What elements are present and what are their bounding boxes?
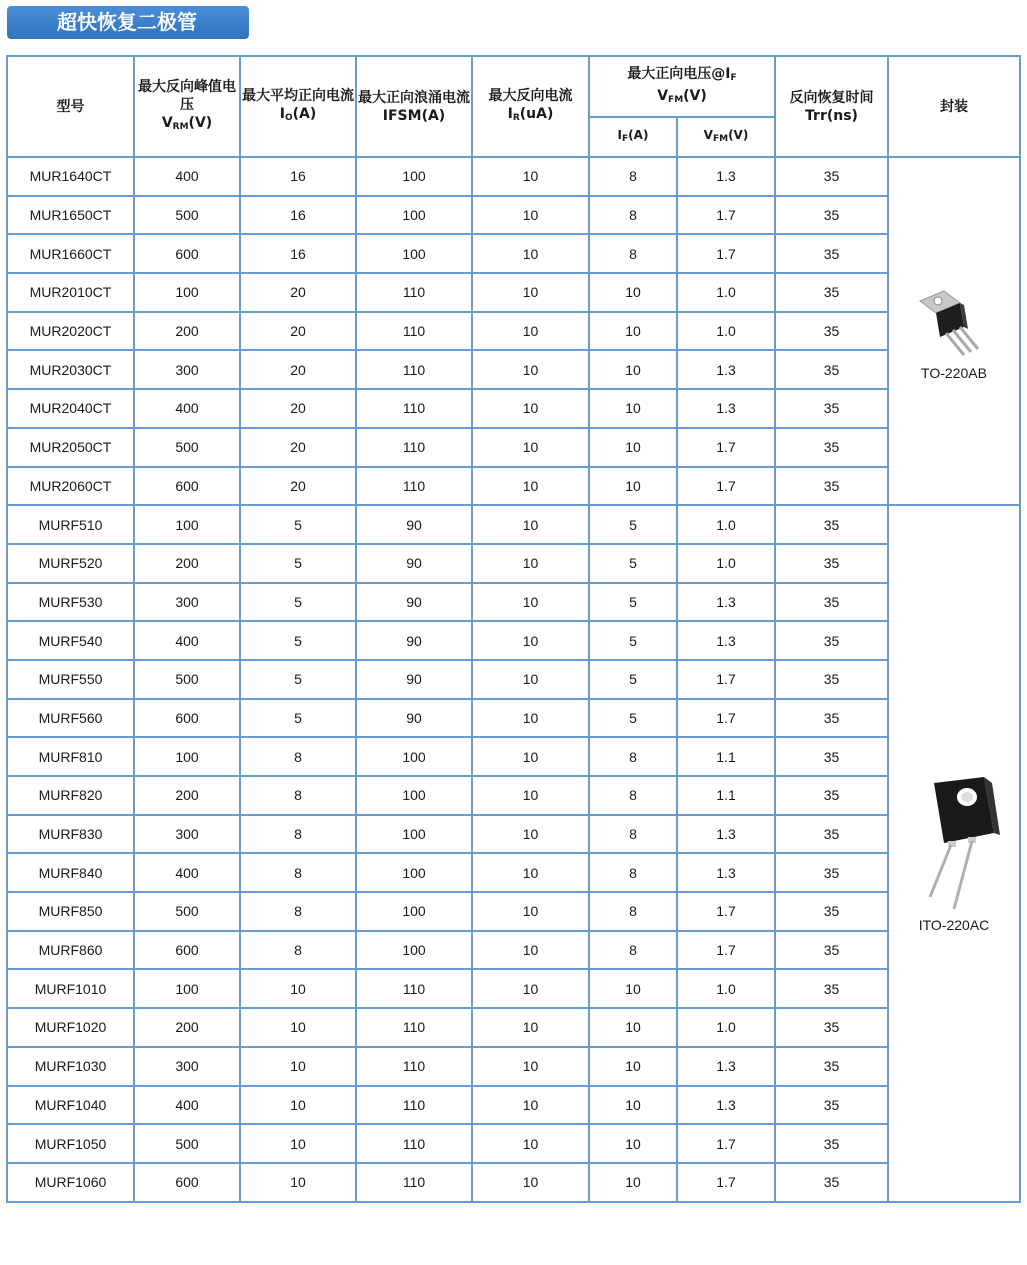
cell-ifsm: 100: [356, 815, 472, 854]
cell-trr: 35: [775, 157, 888, 196]
cell-ir: 10: [472, 931, 589, 970]
header-vfm-column: $V_{FM}(V)$: [677, 117, 775, 157]
cell-ir: 10: [472, 389, 589, 428]
cell-model: MURF510: [7, 505, 134, 544]
cell-vrm: 300: [134, 583, 240, 622]
cell-model: MURF1030: [7, 1047, 134, 1086]
header-model: 型号: [7, 56, 134, 157]
cell-trr: 35: [775, 428, 888, 467]
cell-io: 16: [240, 196, 356, 235]
cell-trr: 35: [775, 1163, 888, 1202]
cell-if: 10: [589, 1124, 677, 1163]
cell-io: 10: [240, 1163, 356, 1202]
cell-trr: 35: [775, 583, 888, 622]
cell-vrm: 200: [134, 544, 240, 583]
cell-ifsm: 100: [356, 853, 472, 892]
cell-ifsm: 110: [356, 389, 472, 428]
cell-trr: 35: [775, 969, 888, 1008]
cell-ifsm: 90: [356, 505, 472, 544]
cell-io: 5: [240, 544, 356, 583]
cell-model: MUR2030CT: [7, 350, 134, 389]
header-vrm-title: 最大反向峰值电压: [138, 78, 236, 113]
cell-trr: 35: [775, 660, 888, 699]
cell-model: MURF1040: [7, 1086, 134, 1125]
header-io-title: 最大平均正向电流: [242, 87, 354, 104]
cell-vfm: 1.1: [677, 776, 775, 815]
cell-ifsm: 110: [356, 1047, 472, 1086]
cell-trr: 35: [775, 467, 888, 506]
cell-io: 10: [240, 969, 356, 1008]
cell-if: 10: [589, 428, 677, 467]
cell-ir: 10: [472, 892, 589, 931]
cell-ifsm: 100: [356, 737, 472, 776]
cell-vfm: 1.7: [677, 660, 775, 699]
cell-if: 10: [589, 1047, 677, 1086]
cell-if: 5: [589, 505, 677, 544]
cell-trr: 35: [775, 776, 888, 815]
cell-model: MURF1060: [7, 1163, 134, 1202]
cell-vfm: 1.3: [677, 350, 775, 389]
cell-ifsm: 100: [356, 157, 472, 196]
cell-if: 8: [589, 737, 677, 776]
cell-vrm: 200: [134, 1008, 240, 1047]
table-row: [7, 776, 1020, 815]
cell-ir: 10: [472, 621, 589, 660]
cell-trr: 35: [775, 1086, 888, 1125]
cell-ifsm: 110: [356, 1086, 472, 1125]
cell-io: 8: [240, 776, 356, 815]
to-220ab-package-icon: [914, 281, 994, 361]
header-ifsm: [356, 56, 472, 157]
cell-ir: 10: [472, 815, 589, 854]
cell-ifsm: 90: [356, 583, 472, 622]
cell-model: MUR2040CT: [7, 389, 134, 428]
table-row: [7, 969, 1020, 1008]
cell-ir: 10: [472, 737, 589, 776]
cell-model: MURF530: [7, 583, 134, 622]
cell-vfm: 1.0: [677, 312, 775, 351]
cell-vfm: 1.0: [677, 273, 775, 312]
table-row: [7, 1124, 1020, 1163]
cell-if: 10: [589, 312, 677, 351]
header-ir-symbol: $I_R(uA)$: [507, 105, 554, 123]
cell-ir: 10: [472, 467, 589, 506]
cell-if: 10: [589, 1163, 677, 1202]
table-row: [7, 931, 1020, 970]
header-ir-title: 最大反向电流: [488, 87, 573, 104]
cell-ir: 10: [472, 196, 589, 235]
cell-io: 20: [240, 428, 356, 467]
cell-vrm: 500: [134, 196, 240, 235]
cell-ifsm: 110: [356, 1163, 472, 1202]
cell-model: MUR2020CT: [7, 312, 134, 351]
cell-if: 8: [589, 853, 677, 892]
cell-vrm: 600: [134, 467, 240, 506]
cell-trr: 35: [775, 389, 888, 428]
header-ifsm-title: 最大正向浪涌电流: [358, 89, 470, 106]
cell-vrm: 400: [134, 157, 240, 196]
cell-model: MURF860: [7, 931, 134, 970]
cell-io: 5: [240, 505, 356, 544]
cell-trr: 35: [775, 853, 888, 892]
header-trr: [775, 56, 888, 157]
table-row: [7, 544, 1020, 583]
cell-ir: 10: [472, 1047, 589, 1086]
cell-trr: 35: [775, 621, 888, 660]
cell-trr: 35: [775, 234, 888, 273]
cell-ir: 10: [472, 428, 589, 467]
cell-vrm: 100: [134, 969, 240, 1008]
cell-io: 20: [240, 273, 356, 312]
cell-vrm: 600: [134, 234, 240, 273]
cell-ifsm: 90: [356, 660, 472, 699]
table-row: [7, 428, 1020, 467]
cell-if: 8: [589, 892, 677, 931]
cell-vrm: 600: [134, 931, 240, 970]
cell-vfm: 1.3: [677, 621, 775, 660]
table-row: [7, 505, 1020, 544]
cell-io: 20: [240, 389, 356, 428]
cell-vfm: 1.0: [677, 544, 775, 583]
cell-vfm: 1.0: [677, 505, 775, 544]
table-row: [7, 389, 1020, 428]
cell-trr: 35: [775, 350, 888, 389]
cell-if: 8: [589, 196, 677, 235]
cell-ir: 10: [472, 312, 589, 351]
cell-if: 5: [589, 544, 677, 583]
cell-if: 8: [589, 157, 677, 196]
table-row: [7, 583, 1020, 622]
cell-if: 8: [589, 776, 677, 815]
package-label: TO-220AB: [921, 365, 987, 382]
cell-ifsm: 110: [356, 273, 472, 312]
cell-ifsm: 90: [356, 544, 472, 583]
table-row: [7, 1008, 1020, 1047]
cell-vrm: 400: [134, 621, 240, 660]
cell-vrm: 400: [134, 853, 240, 892]
cell-model: MURF820: [7, 776, 134, 815]
cell-model: MURF520: [7, 544, 134, 583]
cell-ifsm: 100: [356, 196, 472, 235]
cell-model: MURF1020: [7, 1008, 134, 1047]
table-row: [7, 234, 1020, 273]
cell-vfm: 1.7: [677, 1163, 775, 1202]
cell-if: 10: [589, 1086, 677, 1125]
cell-vrm: 300: [134, 815, 240, 854]
cell-vrm: 500: [134, 428, 240, 467]
cell-model: MUR1640CT: [7, 157, 134, 196]
cell-model: MUR1660CT: [7, 234, 134, 273]
cell-trr: 35: [775, 544, 888, 583]
cell-ir: 10: [472, 969, 589, 1008]
cell-io: 20: [240, 312, 356, 351]
table-row: [7, 273, 1020, 312]
cell-model: MURF830: [7, 815, 134, 854]
cell-model: MURF1050: [7, 1124, 134, 1163]
cell-trr: 35: [775, 312, 888, 351]
cell-ir: 10: [472, 544, 589, 583]
header-ifsm-symbol: IFSM(A): [382, 107, 446, 124]
header-io-symbol: $I_O(A)$: [279, 105, 317, 123]
table-row: [7, 1086, 1020, 1125]
cell-ifsm: 90: [356, 621, 472, 660]
cell-vrm: 600: [134, 699, 240, 738]
cell-model: MURF810: [7, 737, 134, 776]
cell-ir: 10: [472, 1086, 589, 1125]
cell-ifsm: 100: [356, 892, 472, 931]
cell-ir: 10: [472, 350, 589, 389]
cell-vfm: 1.0: [677, 1008, 775, 1047]
table-row: [7, 467, 1020, 506]
cell-ir: 10: [472, 157, 589, 196]
cell-trr: 35: [775, 931, 888, 970]
header-vrm-symbol: $V_{RM}(V)$: [161, 114, 213, 132]
table-row: [7, 1047, 1020, 1086]
cell-ifsm: 90: [356, 699, 472, 738]
cell-vrm: 300: [134, 1047, 240, 1086]
table-row: [7, 621, 1020, 660]
cell-model: MURF1010: [7, 969, 134, 1008]
cell-vrm: 500: [134, 1124, 240, 1163]
cell-trr: 35: [775, 1047, 888, 1086]
cell-vrm: 100: [134, 273, 240, 312]
cell-vfm: 1.3: [677, 815, 775, 854]
cell-ir: 10: [472, 776, 589, 815]
cell-if: 10: [589, 350, 677, 389]
cell-if: 10: [589, 467, 677, 506]
cell-ifsm: 100: [356, 234, 472, 273]
cell-vfm: 1.7: [677, 931, 775, 970]
header-if-column: $I_F(A)$: [589, 117, 677, 157]
cell-vfm: 1.3: [677, 853, 775, 892]
cell-if: 8: [589, 815, 677, 854]
cell-io: 16: [240, 157, 356, 196]
cell-ir: 10: [472, 1124, 589, 1163]
cell-vrm: 200: [134, 312, 240, 351]
table-row: [7, 853, 1020, 892]
cell-model: MURF840: [7, 853, 134, 892]
cell-vfm: 1.7: [677, 428, 775, 467]
cell-ir: 10: [472, 234, 589, 273]
cell-model: MURF550: [7, 660, 134, 699]
cell-ifsm: 110: [356, 350, 472, 389]
cell-vrm: 300: [134, 350, 240, 389]
cell-ifsm: 110: [356, 467, 472, 506]
cell-trr: 35: [775, 815, 888, 854]
cell-vrm: 600: [134, 1163, 240, 1202]
header-trr-title: 反向恢复时间: [789, 89, 874, 106]
package-label: ITO-220AC: [918, 917, 990, 934]
cell-vfm: 1.7: [677, 1124, 775, 1163]
cell-io: 5: [240, 583, 356, 622]
cell-vrm: 500: [134, 892, 240, 931]
cell-ifsm: 110: [356, 1008, 472, 1047]
cell-trr: 35: [775, 273, 888, 312]
table-row: [7, 196, 1020, 235]
cell-trr: 35: [775, 699, 888, 738]
table-row: [7, 660, 1020, 699]
cell-io: 8: [240, 892, 356, 931]
cell-io: 8: [240, 815, 356, 854]
cell-vrm: 100: [134, 505, 240, 544]
cell-if: 5: [589, 660, 677, 699]
cell-vrm: 200: [134, 776, 240, 815]
cell-if: 5: [589, 699, 677, 738]
header-vf-symbol: $V_{FM}(V)$: [657, 87, 707, 105]
cell-vfm: 1.7: [677, 699, 775, 738]
cell-vfm: 1.3: [677, 1047, 775, 1086]
table-row: [7, 312, 1020, 351]
table-row: [7, 737, 1020, 776]
cell-model: MUR1650CT: [7, 196, 134, 235]
cell-ifsm: 110: [356, 969, 472, 1008]
table-row: [7, 815, 1020, 854]
cell-vrm: 400: [134, 389, 240, 428]
cell-ifsm: 110: [356, 312, 472, 351]
cell-ir: 10: [472, 1008, 589, 1047]
cell-ifsm: 110: [356, 428, 472, 467]
cell-vfm: 1.7: [677, 467, 775, 506]
cell-io: 10: [240, 1124, 356, 1163]
cell-vfm: 1.3: [677, 389, 775, 428]
cell-vfm: 1.3: [677, 583, 775, 622]
header-ir: [472, 56, 589, 157]
cell-io: 8: [240, 931, 356, 970]
table-row: [7, 699, 1020, 738]
header-vf-group: [589, 56, 775, 117]
cell-ir: 10: [472, 1163, 589, 1202]
cell-ir: 10: [472, 583, 589, 622]
cell-model: MURF560: [7, 699, 134, 738]
cell-vfm: 1.7: [677, 892, 775, 931]
cell-vfm: 1.7: [677, 234, 775, 273]
cell-trr: 35: [775, 196, 888, 235]
cell-io: 8: [240, 853, 356, 892]
cell-io: 20: [240, 467, 356, 506]
cell-trr: 35: [775, 737, 888, 776]
cell-ir: 10: [472, 699, 589, 738]
header-vrm: [134, 56, 240, 157]
cell-if: 5: [589, 583, 677, 622]
cell-io: 5: [240, 621, 356, 660]
cell-ifsm: 100: [356, 931, 472, 970]
section-title: 超快恢复二极管: [7, 6, 249, 39]
package-cell: [888, 157, 1020, 505]
header-vf-title: 最大正向电压$@I_F$: [627, 65, 737, 83]
cell-vfm: 1.0: [677, 969, 775, 1008]
table-row: [7, 157, 1020, 196]
cell-vfm: 1.3: [677, 157, 775, 196]
cell-trr: 35: [775, 1124, 888, 1163]
cell-io: 5: [240, 699, 356, 738]
table-row: [7, 350, 1020, 389]
table-row: [7, 892, 1020, 931]
cell-ir: 10: [472, 273, 589, 312]
ito-220ac-package-icon: [904, 773, 1004, 913]
cell-if: 10: [589, 273, 677, 312]
table-row: [7, 1163, 1020, 1202]
cell-model: MURF540: [7, 621, 134, 660]
cell-io: 8: [240, 737, 356, 776]
cell-trr: 35: [775, 892, 888, 931]
table-body: [7, 157, 1020, 1202]
cell-io: 5: [240, 660, 356, 699]
cell-trr: 35: [775, 1008, 888, 1047]
cell-if: 8: [589, 931, 677, 970]
package-cell: [888, 505, 1020, 1201]
cell-model: MUR2060CT: [7, 467, 134, 506]
cell-vfm: 1.3: [677, 1086, 775, 1125]
cell-trr: 35: [775, 505, 888, 544]
cell-ir: 10: [472, 505, 589, 544]
cell-if: 10: [589, 1008, 677, 1047]
cell-io: 10: [240, 1008, 356, 1047]
header-trr-symbol: Trr(ns): [805, 107, 858, 124]
header-package: 封装: [888, 56, 1020, 157]
cell-if: 10: [589, 969, 677, 1008]
cell-vrm: 100: [134, 737, 240, 776]
cell-vrm: 500: [134, 660, 240, 699]
cell-model: MUR2050CT: [7, 428, 134, 467]
cell-ifsm: 100: [356, 776, 472, 815]
cell-model: MURF850: [7, 892, 134, 931]
cell-ir: 10: [472, 660, 589, 699]
cell-vfm: 1.1: [677, 737, 775, 776]
cell-io: 10: [240, 1086, 356, 1125]
diode-spec-table: [6, 55, 1021, 1203]
header-io: [240, 56, 356, 157]
cell-io: 16: [240, 234, 356, 273]
cell-vfm: 1.7: [677, 196, 775, 235]
cell-ifsm: 110: [356, 1124, 472, 1163]
cell-ir: 10: [472, 853, 589, 892]
cell-vrm: 400: [134, 1086, 240, 1125]
cell-io: 10: [240, 1047, 356, 1086]
cell-if: 5: [589, 621, 677, 660]
cell-if: 8: [589, 234, 677, 273]
cell-if: 10: [589, 389, 677, 428]
cell-model: MUR2010CT: [7, 273, 134, 312]
cell-io: 20: [240, 350, 356, 389]
